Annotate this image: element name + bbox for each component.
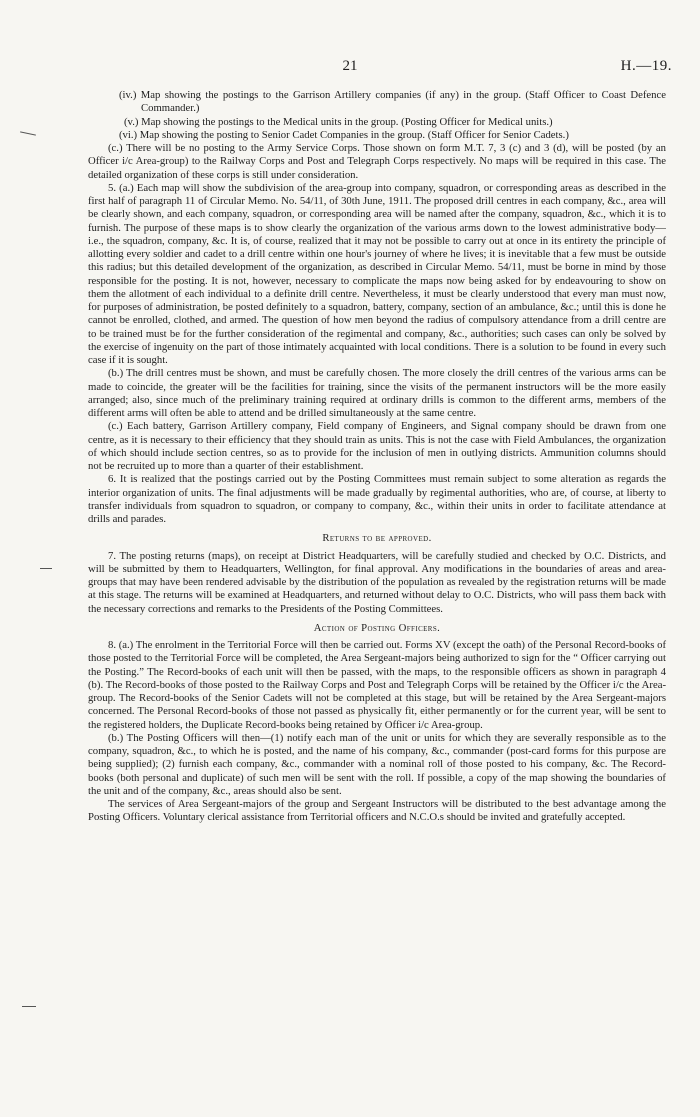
map-item-iv: (iv.) Map showing the postings to the Garrison Artillery companies (if any) in the group. (Staff Officer to Coast Defence Commander.) — [119, 89, 666, 115]
page-header — [0, 58, 700, 78]
margin-mark — [22, 1006, 36, 1007]
page-number: 21 — [342, 58, 358, 74]
margin-mark — [40, 568, 52, 569]
paragraph-8b: (b.) The Posting Officers will then—(1) notify each man of the unit or units for which they are severally responsible as to the company, squadron, &c., to which he is posted, and the name of his company, &c., commander (post-card forms for this purpose are being supplied); (2) furnish each company, &c., commander with a nominal roll of those posted to his company, &c. The Record-books (both personal and duplicate) of such men will be sent with the roll. If possible, a copy of the map showing the boundaries of the unit and of the company, &c., areas should also be sent. — [88, 731, 666, 797]
document-body — [88, 89, 666, 825]
document-code: H.—19. — [620, 58, 672, 74]
paragraph-5a: 5. (a.) Each map will show the subdivision of the area-group into company, squadron, or corresponding areas as described in the first half of paragraph 11 of Circular Memo. No. 54/11, of 30th June, 1911. The proposed drill centres in each company, &c., area will be clearly shown, and each company, squadron, or corresponding area will be named after the company, squadron, &c., which it is to furnish. The purpose of these maps is to show clearly the organization of the various arms down to the lowest administrative body—i.e., the squadron, company, &c. It is, of course, realized that it may not be possible to carry out at once in its entirety the principle of allotting every soldier and cadet to a drill centre within one hour's journey of where he lives; it is inevitable that a few must be outside this radius; but this detailed development of the organization, as described in Circular Memo. 54/11, must be borne in mind by those responsible for the posting. It is not, however, necessary to complicate the maps now being asked for by endeavouring to show on them the allotment of each individual to a definite drill centre. Nevertheless, it must be clearly understood that every man must now, for purposes of administration, be posted definitely to a squadron, battery, company, section of an ambulance, &c.; until this is done he cannot be enrolled, clothed, and armed. The question of how men beyond the radius of compulsory attendance from a drill centre are to be trained must be for the further consideration of the regimental and company, &c., authorities; such cases can only be solved by the exercise of ingenuity on the part of those intimately acquainted with local conditions. There is a solution to be found in every such case if it is sought. — [88, 181, 666, 366]
section-heading-returns: Returns to be approved. — [322, 532, 432, 545]
paragraph-5b: (b.) The drill centres must be shown, and must be carefully chosen. The more closely the drill centres of the various arms can be made to coincide, the greater will be the facilities for training, since the visits of the permanent instructors will be the more easily arranged; also, since much of the preliminary training required at ordinary drills is common to the different arms, members of the different arms will often be able to attend and be drilled simultaneously at the same centre. — [88, 367, 666, 419]
paragraph-8-services: The services of Area Sergeant-majors of the group and Sergeant Instructors will be distributed to the best advantage among the Posting Officers. Voluntary clerical assistance from Territorial officers and N.C.O.s should be invited and gratefully accepted. — [88, 798, 666, 824]
paragraph-4c: (c.) There will be no posting to the Army Service Corps. Those shown on form M.T. 7, 3 (c) and 3 (d), will be posted (by an Officer i/c Area-group) to the Railway Corps and Post and Telegraph Corps respectively. No maps will be required in this case. The detailed organization of these corps is still under consideration. — [88, 142, 666, 181]
section-heading-action: Action of Posting Officers. — [313, 621, 441, 634]
paragraph-6: 6. It is realized that the postings carried out by the Posting Committees must remain subject to some alteration as regards the interior organization of units. The final adjustments will be made gradually by regimental authorities, who are, of course, at liberty to transfer individuals from squadron to squadron, or company to company, &c., within their units in order to facilitate attendance at drills and parades. — [88, 473, 666, 525]
margin-mark — [20, 131, 36, 135]
paragraph-8a: 8. (a.) The enrolment in the Territorial Force will then be carried out. Forms XV (except the oath) of the Personal Record-books of those posted to the Territorial Force will be completed, the Area Sergeant-majors being authorized to sign for the “ Officer carrying out the Posting.” The Record-books of each unit will then be passed, with the maps, to the responsible officers as shown in paragraph 4 (b). The Record-books of those posted to the Railway Corps and Post and Telegraph Corps will be retained by the Officer i/c the Area-group. The Record-books of the Senior Cadets will not be completed at this stage, but will be retained by the Area Sergeant-majors concerned. The Personal Record-books of those not passed as physically fit, either permanently or for the current year, will be sent to the registered holders, the Duplicate Record-books being retained by Officer i/c Area-group. — [88, 639, 666, 731]
paragraph-7: 7. The posting returns (maps), on receipt at District Headquarters, will be carefully studied and checked by O.C. Districts, and will be submitted by them to Headquarters, Wellington, for final approval. Any modifications in the boundaries of areas and area-groups that may have been rendered advisable by the distribution of the population as revealed by the registration returns will be made at this stage. The returns will be examined at Headquarters, and returned without delay to O.C. Districts, who will pass them back with the necessary corrections and remarks to the Presidents of the Posting Committees. — [88, 549, 666, 615]
map-item-v: (v.) Map showing the postings to the Medical units in the group. (Posting Officer for Medical units.) — [124, 115, 553, 128]
paragraph-5c: (c.) Each battery, Garrison Artillery company, Field company of Engineers, and Signal company should be drawn from one centre, as it is necessary to their efficiency that they should train as units. This is not the case with Field Ambulances, the organization of which should include section centres, so as to provide for the inclusion of men in outlying districts. Ammunition columns should not be recruited up to more than a quarter of their establishment. — [88, 420, 666, 472]
map-item-vi: (vi.) Map showing the posting to Senior Cadet Companies in the group. (Staff Officer for Senior Cadets.) — [119, 128, 569, 141]
